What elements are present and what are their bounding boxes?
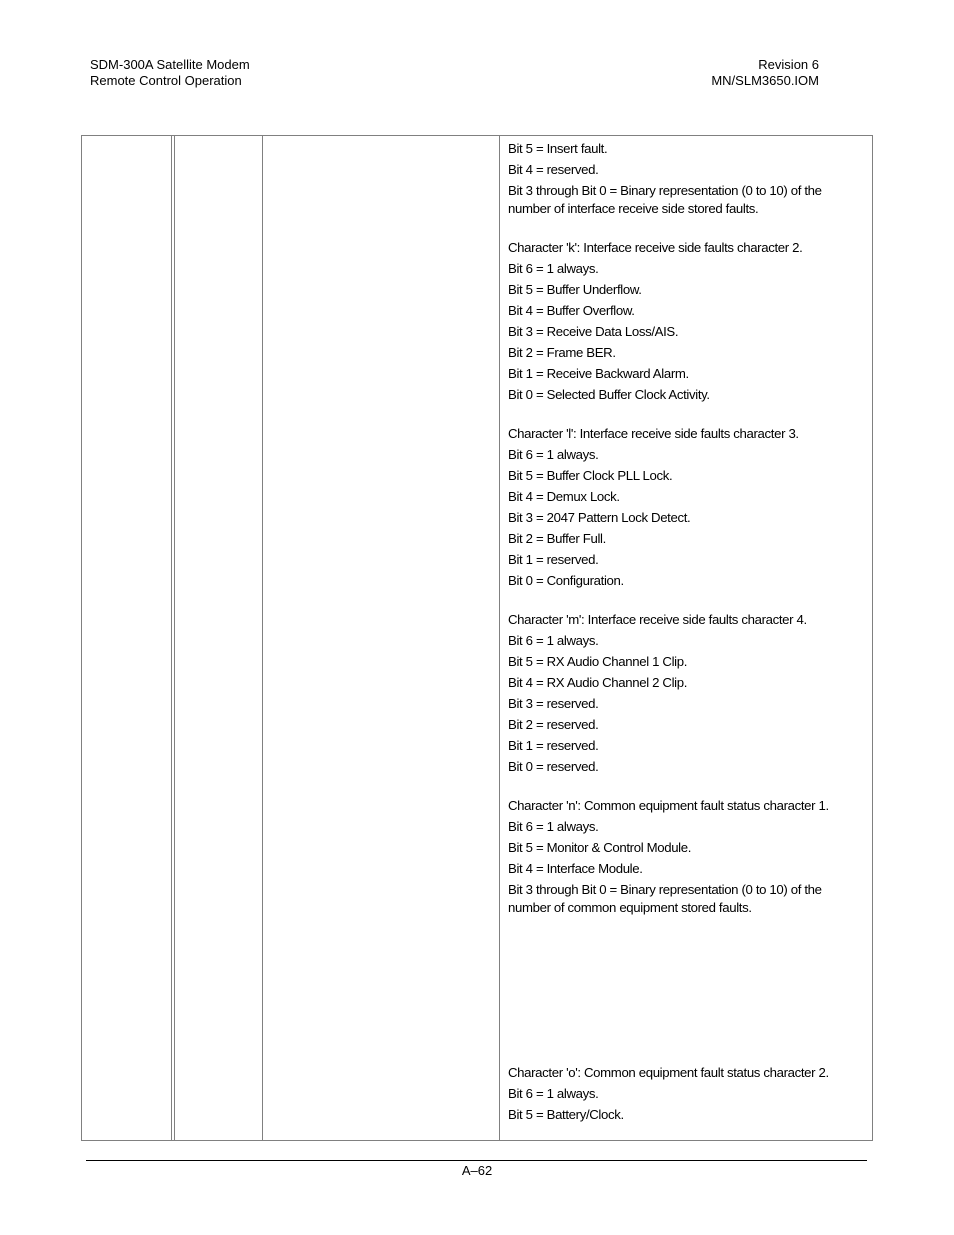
footer-rule: [86, 1160, 867, 1161]
column-divider-1: [171, 136, 172, 1140]
table-line: Bit 1 = reserved.: [508, 738, 599, 753]
table-line: Bit 6 = 1 always.: [508, 261, 599, 276]
table-line: Bit 3 = reserved.: [508, 696, 599, 711]
table-line: Bit 3 = 2047 Pattern Lock Detect.: [508, 510, 691, 525]
spacer: [508, 779, 848, 797]
section-title: Remote Control Operation: [90, 73, 242, 88]
running-header-left: [90, 57, 250, 89]
table-line: Character 'n': Common equipment fault status character 1.: [508, 798, 829, 813]
table-line: Bit 6 = 1 always.: [508, 1086, 599, 1101]
table-line: Bit 3 through Bit 0 = Binary representation (0 to 10) of the number of common equipment stored faults.: [508, 882, 822, 915]
document-title: SDM-300A Satellite Modem: [90, 57, 250, 72]
table-line: Bit 5 = RX Audio Channel 1 Clip.: [508, 654, 688, 669]
table-line: Bit 0 = Selected Buffer Clock Activity.: [508, 387, 710, 402]
description-cell: [508, 140, 848, 1127]
spacer: [508, 407, 848, 425]
page-number: A–62: [461, 1163, 493, 1178]
spacer: [508, 593, 848, 611]
table-line: Bit 4 = RX Audio Channel 2 Clip.: [508, 675, 688, 690]
table-line: Bit 2 = reserved.: [508, 717, 599, 732]
table-line: Bit 2 = Frame BER.: [508, 345, 616, 360]
command-table: [81, 135, 873, 1141]
table-line: Character 'l': Interface receive side faults character 3.: [508, 426, 799, 441]
table-line: Bit 3 = Receive Data Loss/AIS.: [508, 324, 679, 339]
table-line: Bit 5 = Buffer Clock PLL Lock.: [508, 468, 673, 483]
table-line: Bit 6 = 1 always.: [508, 819, 599, 834]
table-line: Bit 0 = Configuration.: [508, 573, 624, 588]
table-line: Bit 6 = 1 always.: [508, 447, 599, 462]
table-line: Character 'm': Interface receive side faults character 4.: [508, 612, 807, 627]
table-line: Bit 5 = Insert fault.: [508, 141, 608, 156]
spacer: [508, 920, 848, 1064]
revision-label: Revision 6: [758, 57, 819, 72]
table-line: Bit 4 = reserved.: [508, 162, 599, 177]
table-line: Bit 5 = Monitor & Control Module.: [508, 840, 692, 855]
table-line: Bit 2 = Buffer Full.: [508, 531, 606, 546]
table-line: Bit 4 = Interface Module.: [508, 861, 643, 876]
running-header-right: [711, 57, 819, 89]
table-line: Bit 6 = 1 always.: [508, 633, 599, 648]
table-line: Bit 1 = Receive Backward Alarm.: [508, 366, 689, 381]
table-line: Bit 4 = Demux Lock.: [508, 489, 620, 504]
spacer: [508, 221, 848, 239]
table-line: Bit 5 = Buffer Underflow.: [508, 282, 642, 297]
table-line: Character 'k': Interface receive side faults character 2.: [508, 240, 803, 255]
table-line: Bit 0 = reserved.: [508, 759, 599, 774]
column-divider-4: [499, 136, 500, 1140]
table-line: Bit 5 = Battery/Clock.: [508, 1107, 624, 1122]
table-line: Bit 3 through Bit 0 = Binary representation (0 to 10) of the number of interface receive side stored faults.: [508, 183, 822, 216]
table-line: Bit 1 = reserved.: [508, 552, 599, 567]
table-line: Bit 4 = Buffer Overflow.: [508, 303, 635, 318]
column-divider-3: [262, 136, 263, 1140]
column-divider-2: [174, 136, 175, 1140]
table-line: Character 'o': Common equipment fault status character 2.: [508, 1065, 829, 1080]
document-number: MN/SLM3650.IOM: [711, 73, 819, 88]
